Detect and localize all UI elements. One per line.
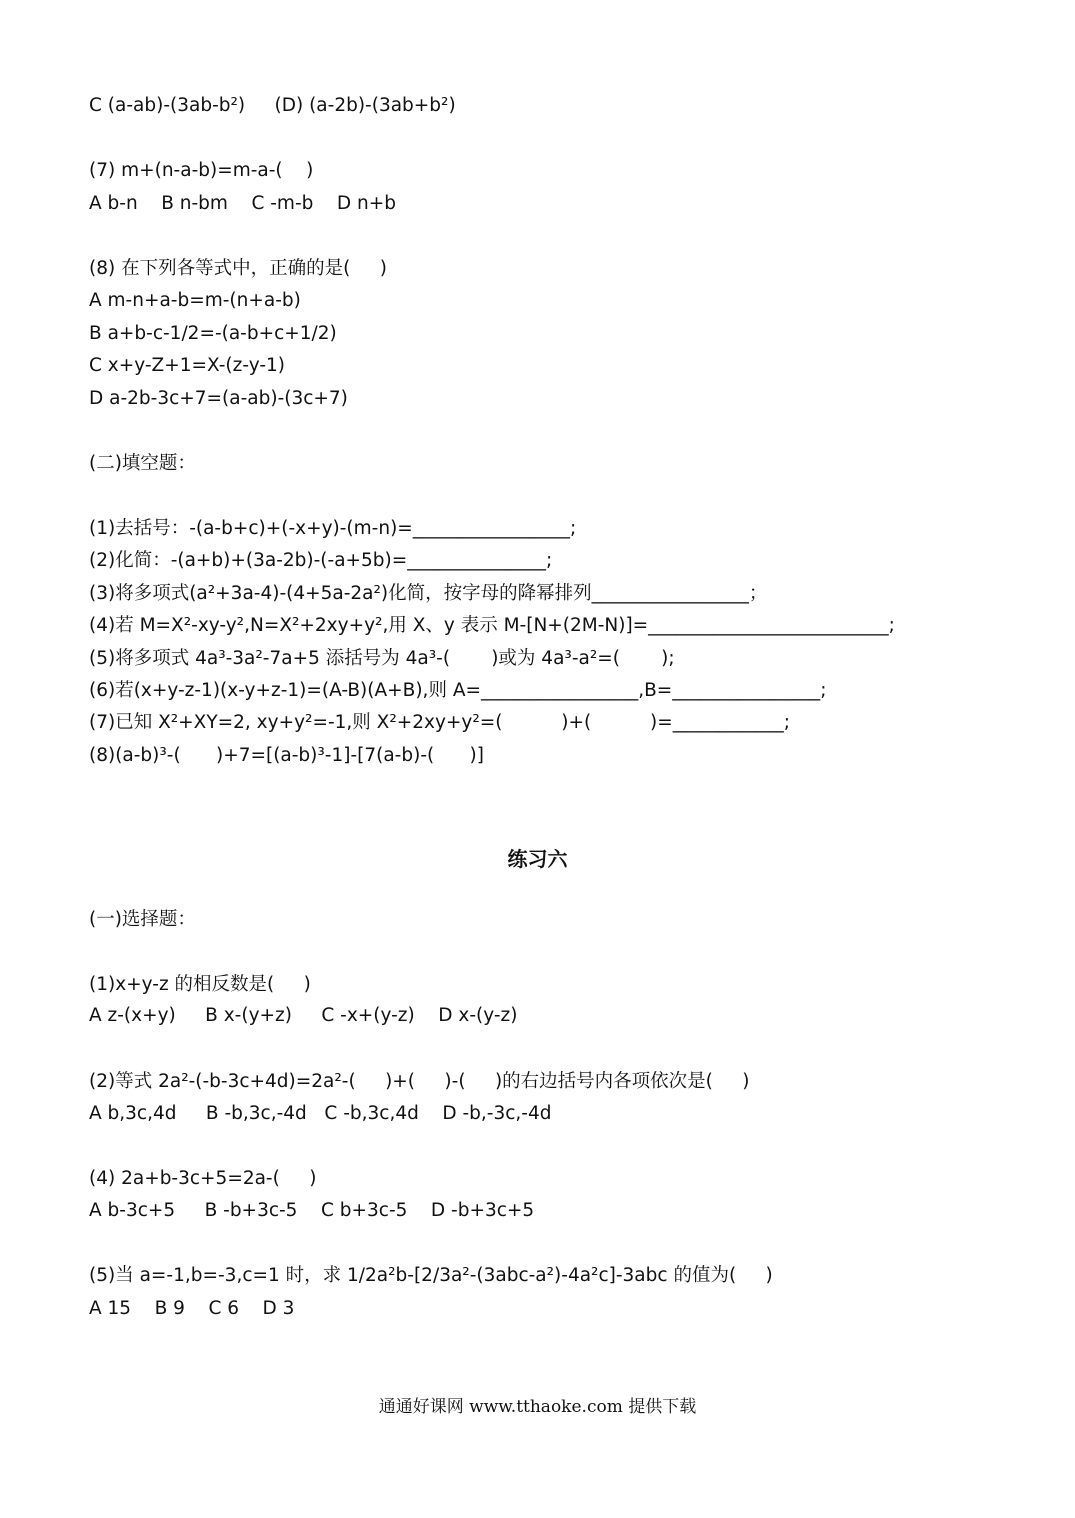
text-line: (2)等式 2a²-(-b-3c+4d)=2a²-( )+( )-( )的右边括号内各项依次是( ) [89,1071,750,1092]
text-line: (5)将多项式 4a³-3a²-7a+5 添括号为 4a³-( )或为 4a³-a²=( ); [89,648,675,669]
text-line: A b-3c+5 B -b+3c-5 C b+3c-5 D -b+3c+5 [89,1200,535,1221]
page-footer: 通通好课网 www.tthaoke.com 提供下载 [378,1397,697,1417]
text-line: A 15 B 9 C 6 D 3 [89,1298,295,1319]
text-line: (7) m+(n-a-b)=m-a-( ) [89,160,314,181]
text-line: (8) 在下列各等式中，正确的是( ) [89,258,387,279]
text-line: A m-n+a-b=m-(n+a-b) [89,290,301,311]
section-title: 练习六 [507,847,568,871]
text-line: (1)去括号：-(a-b+c)+(-x+y)-(m-n)=_________________; [89,518,577,539]
text-line: A z-(x+y) B x-(y+z) C -x+(y-z) D x-(y-z) [89,1005,518,1026]
text-line: (3)将多项式(a²+3a-4)-(4+5a-2a²)化简，按字母的降幂排列_________________； [89,583,768,604]
text-line: (4) 2a+b-3c+5=2a-( ) [89,1168,317,1189]
text-line: A b-n B n-bm C -m-b D n+b [89,193,396,214]
text-line: C (a-ab)-(3ab-b²) (D) (a-2b)-(3ab+b²) [89,95,456,116]
text-line: B a+b-c-1/2=-(a-b+c+1/2) [89,323,337,344]
text-line: (一)选择题： [89,909,196,930]
text-line: (1)x+y-z 的相反数是( ) [89,974,311,995]
text-line: D a-2b-3c+7=(a-ab)-(3c+7) [89,388,348,409]
text-line: (8)(a-b)³-( )+7=[(a-b)³-1]-[7(a-b)-( )] [89,745,484,766]
text-line: (二)填空题： [89,453,196,474]
text-line: (5)当 a=-1,b=-3,c=1 时，求 1/2a²b-[2/3a²-(3abc-a²)-4a²c]-3abc 的值为( ) [89,1265,773,1286]
text-line: C x+y-Z+1=X-(z-y-1) [89,355,285,376]
text-line: (6)若(x+y-z-1)(x-y+z-1)=(A-B)(A+B),则 A=_________________,B=________________; [89,680,827,701]
text-line: (4)若 M=X²-xy-y²,N=X²+2xy+y²,用 X、y 表示 M-[N+(2M-N)]=__________________________; [89,615,895,636]
text-line: (7)已知 X²+XY=2, xy+y²=-1,则 X²+2xy+y²=( )+( )=____________; [89,712,790,733]
text-line: A b,3c,4d B -b,3c,-4d C -b,3c,4d D -b,-3c,-4d [89,1103,552,1124]
text-line: (2)化简：-(a+b)+(3a-2b)-(-a+5b)=_______________; [89,550,553,571]
